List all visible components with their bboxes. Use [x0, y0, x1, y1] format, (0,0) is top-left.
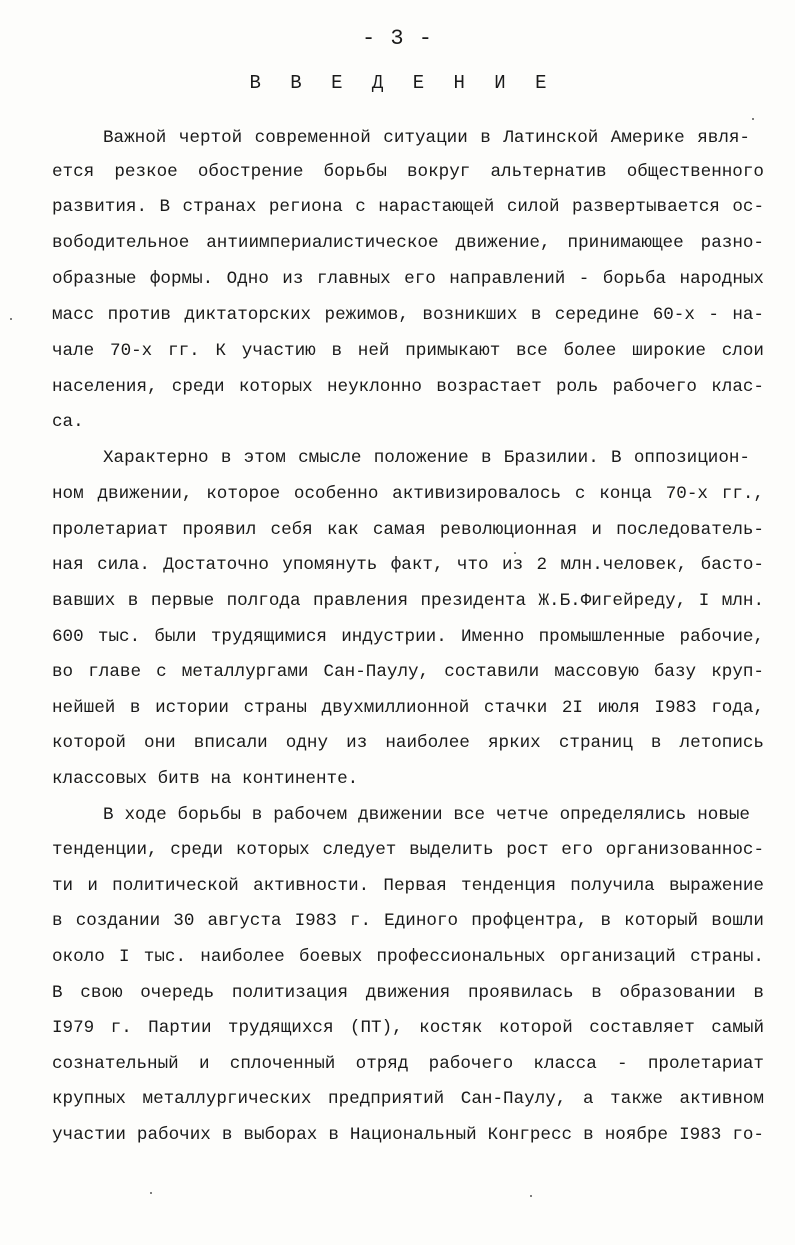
paragraph-2-line-8: нейшей в истории страны двухмиллионной стачки 2I июля I983 года, [52, 698, 764, 718]
paragraph-3-line-5: около I тыс. наиболее боевых профессиональных организаций страны. [52, 947, 764, 967]
scan-speck [150, 1192, 152, 1194]
page-title: В В Е Д Е Н И Е [249, 72, 556, 94]
paragraph-1-line-9: са. [52, 412, 84, 432]
paragraph-2-line-3: пролетариат проявил себя как самая революционная и последователь- [52, 520, 764, 540]
page-number: - 3 - [361, 26, 433, 51]
paragraph-2-line-10: классовых битв на континенте. [52, 769, 359, 789]
paragraph-3-line-3: ти и политической активности. Первая тенденция получила выражение [52, 876, 764, 896]
paragraph-1-line-3: развития. В странах региона с нарастающей силой развертывается ос- [52, 197, 764, 217]
scan-speck [752, 118, 754, 120]
paragraph-2-line-4: ная сила. Достаточно упомянуть факт, что из 2 млн.человек, басто- [52, 555, 764, 575]
paragraph-3-line-7: I979 г. Партии трудящихся (ПТ), костяк которой составляет самый [52, 1018, 764, 1038]
paragraph-1-line-7: чале 70-х гг. К участию в ней примыкают все более широкие слои [52, 341, 764, 361]
paragraph-2-line-9: которой они вписали одну из наиболее ярких страниц в летопись [52, 733, 764, 753]
paragraph-2-line-6: 600 тыс. были трудящимися индустрии. Именно промышленные рабочие, [52, 627, 764, 647]
paragraph-1-line-5: образные формы. Одно из главных его направлений - борьба народных [52, 269, 764, 289]
paragraph-1-line-8: населения, среди которых неуклонно возрастает роль рабочего клас- [52, 377, 764, 397]
paragraph-2-line-7: во главе с металлургами Сан-Паулу, составили массовую базу круп- [52, 662, 764, 682]
scan-speck [514, 552, 516, 554]
paragraph-3-line-2: тенденции, среди которых следует выделить рост его организованнос- [52, 840, 764, 860]
scan-speck [10, 318, 12, 320]
paragraph-3-line-6: В свою очередь политизация движения проявилась в образовании в [52, 983, 764, 1003]
paragraph-2-line-5: вавших в первые полгода правления президента Ж.Б.Фигейреду, I млн. [52, 591, 764, 611]
scan-speck [530, 1195, 532, 1197]
paragraph-3-line-10: участии рабочих в выборах в Национальный Конгресс в ноябре I983 го- [52, 1125, 764, 1145]
paragraph-3-line-1: В ходе борьбы в рабочем движении все четче определялись новые [103, 805, 750, 825]
paragraph-3-line-9: крупных металлургических предприятий Сан-Паулу, а также активном [52, 1089, 764, 1109]
paragraph-3-line-4: в создании 30 августа I983 г. Единого профцентра, в который вошли [52, 911, 764, 931]
paragraph-1-line-4: вободительное антиимпериалистическое движение, принимающее разно- [52, 233, 764, 253]
paragraph-1-line-1: Важной чертой современной ситуации в Латинской Америке явля- [103, 128, 750, 148]
paragraph-2-line-2: ном движении, которое особенно активизировалось с конца 70-х гг., [52, 484, 764, 504]
paragraph-2-line-1: Характерно в этом смысле положение в Бразилии. В оппозицион- [103, 448, 750, 468]
paragraph-1-line-2: ется резкое обострение борьбы вокруг альтернатив общественного [52, 162, 764, 182]
paragraph-3-line-8: сознательный и сплоченный отряд рабочего класса - пролетариат [52, 1054, 764, 1074]
paragraph-1-line-6: масс против диктаторских режимов, возникших в середине 60-х - на- [52, 305, 764, 325]
